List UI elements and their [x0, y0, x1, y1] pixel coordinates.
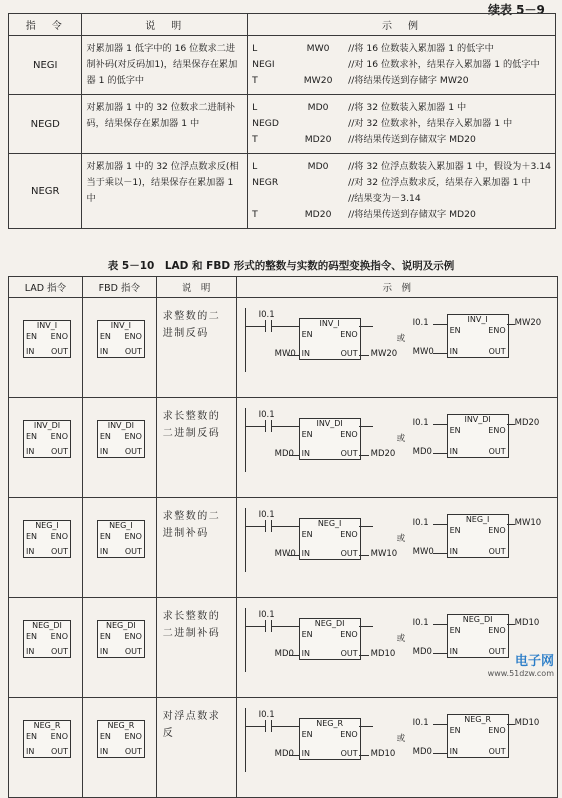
wire — [507, 424, 515, 425]
desc-cell: 求长整数的二进制补码 — [156, 598, 236, 698]
desc-cell: 求整数的二进制反码 — [156, 298, 236, 398]
pin-in: IN — [449, 347, 458, 356]
example-comment: //对 32 位浮点数求反，结果存入累加器 1 中 — [348, 177, 531, 188]
wire — [433, 653, 447, 654]
fbd-contact-address: I0.1 — [412, 318, 429, 328]
input-operand: MW0 — [274, 349, 296, 359]
table-5-10-title: 表 5－10 LAD 和 FBD 形式的整数与实数的码型变换指令、说明及示例 — [107, 260, 455, 272]
output-operand: MD10 — [370, 749, 396, 759]
wire — [245, 508, 246, 572]
example-cell — [236, 698, 557, 798]
desc-cell: 对浮点数求反 — [156, 698, 236, 798]
block-name: NEG_I — [317, 519, 342, 528]
wire — [507, 324, 515, 325]
block-name: NEG_I — [35, 521, 59, 530]
or-label: 或 — [396, 734, 406, 744]
fbd-contact-address: I0.1 — [412, 618, 429, 628]
example-arg — [288, 175, 348, 191]
pin-in: IN — [449, 547, 458, 556]
pin-en: EN — [99, 732, 111, 741]
wire — [271, 426, 299, 427]
wire — [289, 555, 299, 556]
example-op: L — [252, 161, 258, 172]
example-comment: //将结果传送到存储字 MW20 — [348, 75, 469, 86]
header-desc: 说 明 — [82, 14, 248, 36]
pin-in: IN — [99, 347, 109, 356]
pin-in: IN — [26, 647, 35, 656]
wire — [289, 655, 299, 656]
block-name: NEG_R — [464, 715, 492, 724]
block-name: NEG_DI — [32, 621, 62, 630]
contact-address: I0.1 — [258, 610, 275, 620]
table-row — [9, 298, 558, 398]
pin-in: IN — [301, 549, 310, 558]
block-name: INV_I — [36, 321, 58, 330]
pin-out: OUT — [124, 347, 142, 356]
contact-address: I0.1 — [258, 310, 275, 320]
pin-eno: ENO — [340, 430, 358, 439]
wire — [433, 353, 447, 354]
block-name: INV_I — [467, 315, 488, 324]
pin-en: EN — [449, 326, 461, 335]
header-example2: 示 例 — [236, 277, 557, 298]
pin-en: EN — [301, 430, 313, 439]
table-row — [9, 154, 556, 229]
example-comment: //将 32 位浮点数装入累加器 1 中，假设为＋3.14 — [348, 161, 551, 172]
lad-block — [23, 420, 71, 458]
pin-eno: ENO — [124, 332, 142, 341]
pin-in: IN — [99, 447, 109, 456]
pin-in: IN — [26, 447, 35, 456]
output-operand: MW20 — [370, 349, 398, 359]
example-line — [252, 41, 551, 57]
table-5-9-continued — [8, 13, 556, 229]
watermark-logo: 电子网 — [514, 654, 554, 669]
contact-address: I0.1 — [258, 510, 275, 520]
example-cell — [248, 95, 556, 154]
wire — [289, 755, 299, 756]
pin-out: OUT — [50, 547, 68, 556]
example-arg: MD20 — [304, 209, 332, 220]
block-name: NEG_R — [316, 719, 344, 728]
pin-out: OUT — [50, 647, 68, 656]
pin-out: OUT — [50, 447, 68, 456]
pin-out: OUT — [340, 749, 358, 758]
pin-eno: ENO — [50, 332, 68, 341]
or-label: 或 — [396, 334, 406, 344]
fbd-output-operand: MW10 — [514, 518, 542, 528]
desc-cell: 对累加器 1 中的 32 位数求二进制补码，结果保存在累加器 1 中 — [82, 95, 248, 154]
lad-cell — [9, 298, 83, 398]
table-row — [9, 398, 558, 498]
pin-out: OUT — [488, 647, 506, 656]
table-row — [9, 698, 558, 798]
example-cell — [236, 298, 557, 398]
header-lad: LAD 指令 — [9, 277, 83, 298]
pin-in: IN — [99, 547, 109, 556]
fbd-example-block — [447, 514, 509, 558]
wire — [245, 526, 265, 527]
example-op: NEGD — [252, 118, 279, 129]
wire — [245, 308, 246, 372]
instr-cell: NEGD — [9, 95, 82, 154]
input-operand: MD0 — [274, 449, 294, 459]
or-label: 或 — [396, 534, 406, 544]
lad-example-block — [299, 618, 361, 660]
block-name: NEG_R — [107, 721, 135, 730]
fbd-output-operand: MW20 — [514, 318, 542, 328]
pin-eno: ENO — [124, 632, 142, 641]
output-operand: MD10 — [370, 649, 396, 659]
example-line — [252, 73, 551, 89]
pin-en: EN — [99, 332, 111, 341]
fbd-example-block — [447, 414, 509, 458]
fbd-example-block — [447, 314, 509, 358]
table-row — [9, 598, 558, 698]
contact-address: I0.1 — [258, 710, 275, 720]
lad-example-block — [299, 718, 361, 760]
wire — [245, 708, 246, 772]
pin-eno: ENO — [488, 426, 506, 435]
wire — [359, 526, 373, 527]
lad-example-block — [299, 418, 361, 460]
pin-in: IN — [449, 647, 458, 656]
pin-eno: ENO — [340, 730, 358, 739]
fbd-contact-address: I0.1 — [412, 718, 429, 728]
output-operand: MW10 — [370, 549, 398, 559]
fbd-block — [97, 320, 145, 358]
pin-in: IN — [449, 747, 458, 756]
example-comment: //将 32 位数装入累加器 1 中 — [348, 102, 467, 113]
or-label: 或 — [396, 434, 406, 444]
or-label: 或 — [396, 634, 406, 644]
instr-cell: NEGI — [9, 36, 82, 95]
example-line — [252, 100, 551, 116]
pin-en: EN — [301, 530, 313, 539]
example-cell — [236, 398, 557, 498]
fbd-contact-address: I0.1 — [412, 518, 429, 528]
fbd-output-operand: MD10 — [514, 618, 540, 628]
block-name: INV_DI — [316, 419, 343, 428]
pin-in: IN — [449, 447, 458, 456]
wire — [271, 526, 299, 527]
pin-out: OUT — [124, 647, 142, 656]
wire — [359, 726, 373, 727]
fbd-input-operand: MW0 — [412, 547, 434, 557]
example-comment: //对 16 位数求补，结果存入累加器 1 的低字中 — [348, 59, 540, 70]
pin-out: OUT — [488, 547, 506, 556]
pin-in: IN — [26, 347, 35, 356]
pin-eno: ENO — [340, 530, 358, 539]
example-op: L — [252, 102, 258, 113]
lad-block — [23, 620, 71, 658]
pin-out: OUT — [124, 447, 142, 456]
pin-en: EN — [99, 632, 111, 641]
pin-en: EN — [26, 332, 38, 341]
pin-out: OUT — [488, 447, 506, 456]
pin-out: OUT — [124, 747, 142, 756]
input-operand: MD0 — [274, 749, 294, 759]
desc-cell: 求整数的二进制补码 — [156, 498, 236, 598]
pin-eno: ENO — [340, 330, 358, 339]
lad-block — [23, 520, 71, 558]
pin-eno: ENO — [340, 630, 358, 639]
example-line — [252, 57, 551, 73]
wire — [245, 408, 246, 472]
wire — [265, 520, 266, 532]
block-name: NEG_R — [33, 721, 61, 730]
input-operand: MD0 — [274, 649, 294, 659]
fbd-block — [97, 520, 145, 558]
pin-eno: ENO — [50, 432, 68, 441]
header-instr: 指 令 — [9, 14, 82, 36]
example-comment: //将 16 位数装入累加器 1 的低字中 — [348, 43, 494, 54]
block-name: NEG_I — [465, 515, 490, 524]
pin-en: EN — [26, 732, 38, 741]
pin-eno: ENO — [488, 526, 506, 535]
block-name: NEG_DI — [105, 621, 136, 630]
example-line — [252, 159, 551, 175]
fbd-block — [97, 720, 145, 758]
pin-en: EN — [449, 426, 461, 435]
wire — [265, 420, 266, 432]
pin-in: IN — [99, 647, 109, 656]
wire — [271, 726, 299, 727]
wire — [359, 626, 373, 627]
example-op: NEGR — [252, 177, 279, 188]
continued-label: 续表 5－9 — [488, 3, 545, 17]
wire — [433, 453, 447, 454]
example-arg — [288, 191, 348, 207]
lad-block — [23, 320, 71, 358]
pin-eno: ENO — [50, 532, 68, 541]
pin-en: EN — [26, 432, 38, 441]
wire — [433, 724, 447, 725]
wire — [359, 655, 369, 656]
block-name: NEG_I — [109, 521, 133, 530]
pin-en: EN — [26, 632, 38, 641]
example-op: T — [252, 209, 258, 220]
watermark — [488, 656, 554, 680]
pin-eno: ENO — [488, 726, 506, 735]
fbd-example-block — [447, 714, 509, 758]
input-operand: MW0 — [274, 549, 296, 559]
example-comment: //结果变为－3.14 — [348, 193, 421, 204]
wire — [359, 355, 369, 356]
contact-address: I0.1 — [258, 410, 275, 420]
table-row — [9, 36, 556, 95]
lad-example-block — [299, 318, 361, 360]
wire — [245, 726, 265, 727]
block-name: INV_DI — [107, 421, 135, 430]
wire — [433, 324, 447, 325]
example-op: L — [252, 43, 258, 54]
example-comment: //将结果传送到存储双字 MD20 — [348, 134, 476, 145]
wire — [359, 455, 369, 456]
header-example: 示 例 — [248, 14, 556, 36]
pin-en: EN — [301, 330, 313, 339]
table-5-10 — [8, 276, 558, 798]
header-fbd: FBD 指令 — [82, 277, 156, 298]
lad-cell — [9, 498, 83, 598]
pin-in: IN — [301, 749, 310, 758]
wire — [289, 455, 299, 456]
pin-eno: ENO — [50, 732, 68, 741]
pin-eno: ENO — [50, 632, 68, 641]
desc-cell: 对累加器 1 中的 32 位浮点数求反(相当于乘以－1)，结果保存在累加器 1 中 — [82, 154, 248, 229]
wire — [433, 624, 447, 625]
pin-eno: ENO — [124, 432, 142, 441]
pin-in: IN — [26, 747, 35, 756]
pin-out: OUT — [488, 747, 506, 756]
wire — [359, 426, 373, 427]
fbd-block — [97, 420, 145, 458]
example-line — [252, 191, 551, 207]
pin-en: EN — [301, 730, 313, 739]
block-name: INV_DI — [33, 421, 61, 430]
example-line — [252, 116, 551, 132]
pin-out: OUT — [50, 747, 68, 756]
pin-out: OUT — [124, 547, 142, 556]
pin-en: EN — [449, 526, 461, 535]
fbd-input-operand: MD0 — [412, 647, 432, 657]
table-row — [9, 498, 558, 598]
pin-out: OUT — [340, 549, 358, 558]
wire — [271, 626, 299, 627]
example-op: NEGI — [252, 59, 275, 70]
example-cell — [248, 36, 556, 95]
fbd-cell — [82, 598, 156, 698]
pin-in: IN — [301, 349, 310, 358]
pin-out: OUT — [340, 649, 358, 658]
pin-in: IN — [99, 747, 109, 756]
wire — [245, 326, 265, 327]
fbd-contact-address: I0.1 — [412, 418, 429, 428]
example-arg: MD0 — [307, 161, 329, 172]
block-name: NEG_DI — [462, 615, 493, 624]
block-name: INV_DI — [464, 415, 491, 424]
wire — [289, 355, 299, 356]
example-op: T — [252, 75, 258, 86]
wire — [433, 424, 447, 425]
wire — [245, 426, 265, 427]
pin-eno: ENO — [124, 532, 142, 541]
output-operand: MD20 — [370, 449, 396, 459]
block-name: INV_I — [319, 319, 340, 328]
pin-in: IN — [301, 649, 310, 658]
desc-cell: 对累加器 1 低字中的 16 位数求二进制补码(对反码加1)，结果保存在累加器 1 的低字中 — [82, 36, 248, 95]
pin-eno: ENO — [488, 326, 506, 335]
example-cell — [236, 498, 557, 598]
example-line — [252, 132, 551, 148]
fbd-example-block — [447, 614, 509, 658]
lad-cell — [9, 398, 83, 498]
pin-en: EN — [99, 432, 111, 441]
example-op — [252, 191, 288, 207]
example-comment: //将结果传送到存储双字 MD20 — [348, 209, 476, 220]
example-cell — [248, 154, 556, 229]
fbd-cell — [82, 498, 156, 598]
wire — [507, 724, 515, 725]
fbd-output-operand: MD20 — [514, 418, 540, 428]
wire — [433, 524, 447, 525]
pin-out: OUT — [488, 347, 506, 356]
example-line — [252, 207, 551, 223]
example-arg — [288, 57, 348, 73]
pin-out: OUT — [340, 349, 358, 358]
example-arg: MD20 — [304, 134, 332, 145]
wire — [245, 626, 265, 627]
fbd-input-operand: MD0 — [412, 747, 432, 757]
lad-cell — [9, 698, 83, 798]
pin-out: OUT — [50, 347, 68, 356]
example-arg: MD0 — [307, 102, 329, 113]
example-op: T — [252, 134, 258, 145]
wire — [507, 524, 515, 525]
block-name: INV_I — [110, 321, 131, 330]
fbd-cell — [82, 398, 156, 498]
wire — [265, 320, 266, 332]
wire — [271, 326, 299, 327]
example-comment: //对 32 位数求补，结果存入累加器 1 中 — [348, 118, 513, 129]
pin-in: IN — [301, 449, 310, 458]
example-cell — [236, 598, 557, 698]
fbd-output-operand: MD10 — [514, 718, 540, 728]
fbd-cell — [82, 298, 156, 398]
lad-block — [23, 720, 71, 758]
wire — [359, 555, 369, 556]
instr-cell: NEGR — [9, 154, 82, 229]
pin-en: EN — [26, 532, 38, 541]
wire — [265, 720, 266, 732]
pin-out: OUT — [340, 449, 358, 458]
wire — [359, 326, 373, 327]
example-arg — [288, 116, 348, 132]
pin-en: EN — [99, 532, 111, 541]
wire — [359, 755, 369, 756]
wire — [507, 624, 515, 625]
block-name: NEG_DI — [314, 619, 345, 628]
fbd-cell — [82, 698, 156, 798]
fbd-input-operand: MD0 — [412, 447, 432, 457]
pin-en: EN — [449, 626, 461, 635]
lad-cell — [9, 598, 83, 698]
table-row — [9, 95, 556, 154]
lad-example-block — [299, 518, 361, 560]
desc-cell: 求长整数的二进制反码 — [156, 398, 236, 498]
wire — [433, 553, 447, 554]
pin-en: EN — [301, 630, 313, 639]
example-arg: MW20 — [303, 75, 333, 86]
fbd-input-operand: MW0 — [412, 347, 434, 357]
header-desc2: 说 明 — [156, 277, 236, 298]
wire — [245, 608, 246, 672]
example-arg: MW0 — [306, 43, 330, 54]
pin-en: EN — [449, 726, 461, 735]
example-line — [252, 175, 551, 191]
wire — [433, 753, 447, 754]
wire — [265, 620, 266, 632]
pin-in: IN — [26, 547, 35, 556]
watermark-url: www.51dzw.com — [487, 669, 554, 678]
fbd-block — [97, 620, 145, 658]
pin-eno: ENO — [124, 732, 142, 741]
pin-eno: ENO — [488, 626, 506, 635]
